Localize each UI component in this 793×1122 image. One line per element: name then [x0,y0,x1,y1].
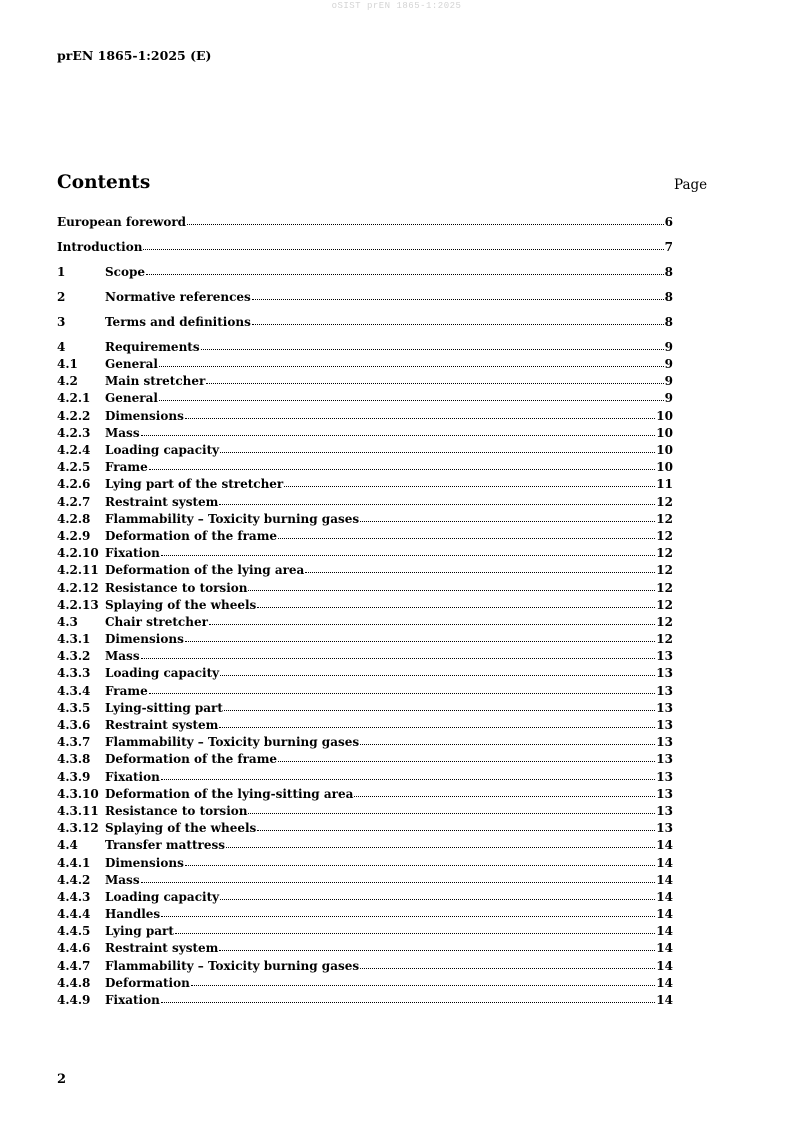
toc-entry-page: 13 [656,803,673,818]
toc-entry[interactable] [57,597,673,614]
toc-entry-number: 4.3.12 [57,821,99,836]
toc-entry[interactable] [57,511,673,528]
toc-dot-leader [226,837,655,848]
toc-entry[interactable] [57,459,673,476]
toc-dot-leader [149,683,656,694]
toc-entry-title: Dimensions [105,408,184,423]
toc-entry-title: Chair stretcher [105,614,208,629]
toc-dot-leader [219,494,655,505]
toc-entry[interactable] [57,665,673,682]
toc-entry[interactable] [57,239,673,256]
toc-entry[interactable] [57,528,673,545]
toc-entry[interactable] [57,425,673,442]
toc-entry-page: 9 [664,374,673,389]
toc-entry-number: 4.3.3 [57,666,91,681]
toc-entry-title: Mass [105,872,140,887]
toc-dot-leader [141,648,656,659]
toc-entry-page: 13 [656,786,673,801]
toc-entry-number: 4.3.10 [57,786,99,801]
toc-entry-number: 4.2.4 [57,443,91,458]
toc-dot-leader [248,803,655,814]
toc-entry-title: Mass [105,425,140,440]
toc-entry-page: 10 [656,408,673,423]
toc-entry-title: General [105,357,158,372]
toc-entry[interactable] [57,837,673,854]
toc-entry-page: 12 [656,580,673,595]
toc-entry-title: Loading capacity [105,666,220,681]
toc-dot-leader [252,314,664,325]
document-id: prEN 1865-1:2025 (E) [57,48,212,63]
toc-entry-number: 4.2.10 [57,546,99,561]
toc-entry-number: 4.3 [57,614,78,629]
toc-dot-leader [248,580,655,591]
toc-entry-page: 6 [664,215,673,229]
toc-entry[interactable] [57,476,673,493]
toc-entry-title: Flammability – Toxicity burning gases [105,735,360,750]
toc-entry-number: 4.2.3 [57,425,91,440]
toc-entry-page: 14 [656,924,673,939]
toc-entry-title: Deformation of the lying area [105,563,305,578]
toc-entry[interactable] [57,289,673,306]
toc-dot-leader [159,390,664,401]
toc-entry-number: 4 [57,339,66,354]
toc-entry-number: 4.2.13 [57,597,99,612]
toc-dot-leader [305,562,655,573]
toc-entry-title: Lying part of the stretcher [105,477,284,492]
toc-dot-leader [219,717,655,728]
toc-entry[interactable] [57,820,673,837]
toc-entry[interactable] [57,717,673,734]
toc-entry-number: 4.2.12 [57,580,99,595]
toc-entry-number: 4.3.7 [57,735,91,750]
toc-entry-number: 4.4.7 [57,958,91,973]
toc-dot-leader [185,631,655,642]
toc-dot-leader [278,528,655,539]
toc-entry[interactable] [57,855,673,872]
toc-entry[interactable] [57,408,673,425]
toc-entry[interactable] [57,373,673,390]
toc-dot-leader [220,665,655,676]
toc-entry[interactable] [57,314,673,331]
toc-entry-title: Loading capacity [105,889,220,904]
toc-entry-page: 13 [656,821,673,836]
toc-dot-leader [220,889,655,900]
toc-entry[interactable] [57,769,673,786]
toc-dot-leader [191,975,655,986]
toc-entry[interactable] [57,562,673,579]
toc-dot-leader [224,700,655,711]
toc-entry-title: Deformation [105,975,190,990]
toc-entry-page: 12 [656,528,673,543]
toc-entry-number: 4.2.8 [57,511,91,526]
toc-entry[interactable] [57,700,673,717]
toc-dot-leader [209,614,655,625]
toc-entry[interactable] [57,264,673,281]
toc-entry-page: 12 [656,614,673,629]
toc-entry-page: 14 [656,907,673,922]
toc-entry-page: 7 [664,239,673,254]
toc-entry-number: 4.4.9 [57,993,91,1008]
toc-entry-page: 13 [656,735,673,750]
toc-entry-number: 4.3.2 [57,649,91,664]
toc-entry-number: 4.4.6 [57,941,91,956]
toc-entry-page: 13 [656,649,673,664]
toc-entry[interactable] [57,494,673,511]
toc-entry-number: 4.2.6 [57,477,91,492]
toc-entry-title: Restraint system [105,494,219,509]
toc-entry-title: Requirements [105,339,200,354]
toc-entry-page: 12 [656,511,673,526]
toc-entry-number: 4.1 [57,357,78,372]
toc-dot-leader [143,239,663,250]
toc-entry-page: 14 [656,855,673,870]
toc-dot-leader [220,442,655,453]
toc-dot-leader [257,597,655,608]
toc-entry-title: Restraint system [105,941,219,956]
toc-entry-page: 13 [656,718,673,733]
toc-entry-title: Frame [105,683,148,698]
toc-entry-number: 4.2.1 [57,391,91,406]
toc-entry[interactable] [57,442,673,459]
toc-entry-number: 4.3.11 [57,803,99,818]
toc-entry-page: 14 [656,941,673,956]
toc-entry-number: 4.2.7 [57,494,91,509]
toc-dot-leader [187,214,664,225]
toc-entry-page: 8 [664,314,673,329]
toc-entry[interactable] [57,356,673,373]
contents-title: Contents [57,172,151,193]
toc-entry[interactable] [57,975,673,992]
toc-entry[interactable] [57,545,673,562]
toc-entry-page: 8 [664,264,673,279]
toc-dot-leader [360,734,655,745]
toc-entry-title: Splaying of the wheels [105,597,257,612]
toc-entry-page: 14 [656,958,673,973]
toc-entry-title: Lying part [105,924,174,939]
toc-dot-leader [175,923,655,934]
toc-entry-title: Fixation [105,546,160,561]
toc-entry-number: 4.4.4 [57,907,91,922]
toc-entry[interactable] [57,631,673,648]
toc-entry-title: Deformation of the frame [105,752,278,767]
toc-entry-page: 13 [656,769,673,784]
toc-entry-number: 4.3.5 [57,700,91,715]
toc-entry-title: Transfer mattress [105,838,225,853]
toc-entry[interactable] [57,683,673,700]
toc-dot-leader [360,958,655,969]
toc-entry-page: 9 [664,357,673,372]
toc-entry-title: Terms and definitions [105,314,251,329]
toc-entry-title: Resistance to torsion [105,580,248,595]
toc-entry[interactable] [57,923,673,940]
toc-entry-title: Restraint system [105,718,219,733]
toc-dot-leader [149,459,656,470]
toc-entry[interactable] [57,580,673,597]
toc-entry[interactable] [57,889,673,906]
toc-entry-page: 10 [656,460,673,475]
toc-entry-title: Main stretcher [105,374,206,389]
toc-entry[interactable] [57,751,673,768]
toc-entry-page: 10 [656,425,673,440]
toc-entry-number: 4.3.1 [57,632,91,647]
toc-entry[interactable] [57,872,673,889]
toc-dot-leader [161,545,655,556]
toc-entry[interactable] [57,940,673,957]
toc-entry-title: Lying-sitting part [105,700,223,715]
toc-entry-number: 4.3.4 [57,683,91,698]
toc-entry[interactable] [57,614,673,631]
toc-entry[interactable] [57,214,673,231]
toc-entry[interactable] [57,958,673,975]
toc-entry-number: 1 [57,264,66,279]
toc-entry-page: 10 [656,443,673,458]
toc-entry-page: 12 [656,632,673,647]
toc-entry-title: Deformation of the lying-sitting area [105,786,354,801]
toc-entry-title: Introduction [57,239,143,254]
toc-entry-title: Scope [105,264,146,279]
toc-dot-leader [252,289,664,300]
toc-entry[interactable] [57,786,673,803]
toc-entry-page: 14 [656,993,673,1008]
toc-entry-number: 4.2.9 [57,528,91,543]
toc-entry-title: Mass [105,649,140,664]
toc-entry-title: Resistance to torsion [105,803,248,818]
toc-entry[interactable] [57,390,673,407]
toc-entry-number: 4.3.6 [57,718,91,733]
toc-entry-number: 4.4.1 [57,855,91,870]
toc-entry-title: Flammability – Toxicity burning gases [105,958,360,973]
toc-entry-number: 2 [57,289,66,304]
toc-entry-page: 9 [664,339,673,354]
toc-entry-number: 4.4.3 [57,889,91,904]
toc-entry-page: 14 [656,872,673,887]
toc-entry-title: General [105,391,158,406]
toc-entry-number: 4.4 [57,838,78,853]
toc-entry[interactable] [57,803,673,820]
toc-entry-title: Splaying of the wheels [105,821,257,836]
toc-entry-number: 4.4.2 [57,872,91,887]
watermark: oSIST prEN 1865-1:2025 [331,1,462,11]
toc-entry-title: Fixation [105,993,160,1008]
toc-entry[interactable] [57,648,673,665]
toc-entry-page: 14 [656,838,673,853]
toc-dot-leader [201,339,664,350]
toc-dot-leader [257,820,655,831]
toc-entry-number: 4.3.8 [57,752,91,767]
toc-dot-leader [185,408,655,419]
toc-entry-title: Loading capacity [105,443,220,458]
toc-entry-page: 9 [664,391,673,406]
toc-dot-leader [206,373,663,384]
toc-entry-title: Fixation [105,769,160,784]
toc-dot-leader [278,751,655,762]
toc-entry-page: 8 [664,289,673,304]
toc-entry-page: 14 [656,975,673,990]
toc-entry-title: Deformation of the frame [105,528,278,543]
toc-entry-number: 4.3.9 [57,769,91,784]
toc-dot-leader [141,872,656,883]
toc-entry-page: 14 [656,889,673,904]
toc-entry-number: 3 [57,314,66,329]
toc-entry-title: Dimensions [105,632,184,647]
toc-entry-page: 13 [656,700,673,715]
toc-dot-leader [360,511,655,522]
toc-entry-page: 12 [656,563,673,578]
toc-dot-leader [159,356,664,367]
toc-entry-title: Flammability – Toxicity burning gases [105,511,360,526]
toc-dot-leader [161,769,655,780]
toc-entry-title: Frame [105,460,148,475]
toc-entry-title: Normative references [105,289,251,304]
toc-dot-leader [219,940,655,951]
toc-dot-leader [161,992,655,1003]
toc-dot-leader [141,425,656,436]
toc-entry-page: 12 [656,597,673,612]
toc-entry-number: 4.2.5 [57,460,91,475]
toc-entry-page: 13 [656,683,673,698]
toc-entry-page: 11 [656,477,673,492]
toc-entry-title: Handles [105,907,161,922]
toc-entry-number: 4.2.11 [57,563,99,578]
toc-entry-page: 13 [656,666,673,681]
toc-entry-page: 13 [656,752,673,767]
toc-entry[interactable] [57,906,673,923]
toc-dot-leader [161,906,655,917]
toc-entry-title: Dimensions [105,855,184,870]
toc-entry-number: 4.4.8 [57,975,91,990]
toc-entry[interactable] [57,339,673,356]
toc-dot-leader [185,855,655,866]
table-of-contents [57,214,673,1009]
toc-entry-page: 12 [656,494,673,509]
toc-entry-number: 4.2.2 [57,408,91,423]
toc-entry[interactable] [57,734,673,751]
toc-entry[interactable] [57,992,673,1009]
toc-entry-page: 12 [656,546,673,561]
toc-entry-number: 4.2 [57,374,78,389]
page-column-label: Page [674,177,708,193]
toc-dot-leader [146,264,664,275]
toc-dot-leader [284,476,655,487]
toc-entry-number: 4.4.5 [57,924,91,939]
toc-entry-title: European foreword [57,215,187,229]
toc-dot-leader [354,786,655,797]
page-number: 2 [57,1072,67,1087]
